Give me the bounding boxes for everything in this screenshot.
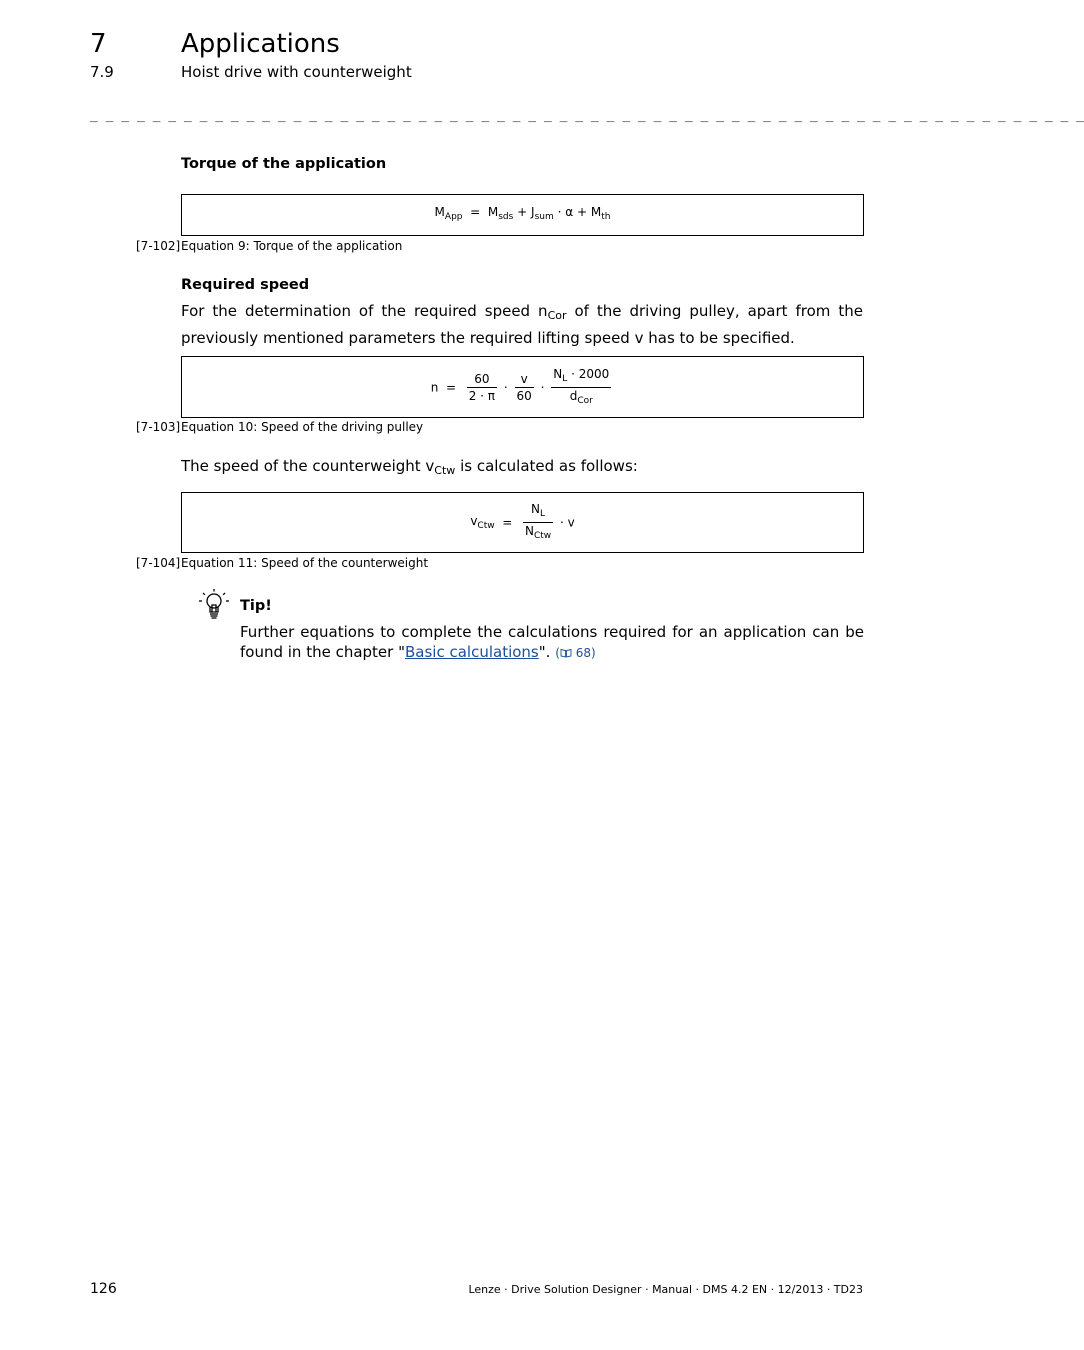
book-icon xyxy=(560,648,572,658)
fraction-60-over-2pi: $\frac{60}{2 \cdot \pi}$ xyxy=(468,372,496,403)
speed-heading: Required speed xyxy=(181,277,310,293)
basic-calculations-link[interactable]: Basic calculations xyxy=(405,643,539,661)
speed-caption-text: Equation 10: Speed of the driving pulley xyxy=(181,420,424,434)
section-number: 7.9 xyxy=(90,63,114,81)
torque-equation: $M_{App} = M_{sds} + J_{sum} \cdot \alpha + M_{th}$ xyxy=(434,205,611,222)
counterweight-caption-text: Equation 11: Speed of the counterweight xyxy=(181,556,429,570)
counterweight-equation-box xyxy=(181,492,864,553)
fraction-v-over-60: $\frac{v}{60}$ xyxy=(516,372,532,403)
speed-paragraph: For the determination of the required speed $n_{Cor}$ of the driving pulley, apart from the previously mentioned parameters the required lifting speed v has to be specified. xyxy=(181,302,863,347)
page-number: 126 xyxy=(90,1281,117,1297)
page-reference-link[interactable]: ( 68) xyxy=(555,646,596,660)
tip-text: Further equations to complete the calculations required for an application can be found in the chapter "Basic calculations". ( 68) xyxy=(240,623,864,661)
counterweight-caption-number: [7-104] xyxy=(136,556,181,570)
chapter-title: Applications xyxy=(181,29,340,59)
torque-equation-box xyxy=(181,194,864,236)
section-title: Hoist drive with counterweight xyxy=(181,63,412,81)
torque-heading: Torque of the application xyxy=(181,156,387,172)
fraction-nl-over-dcor: $\frac{N_L \cdot 2000}{d_{Cor}}$ xyxy=(553,367,610,406)
tip-label: Tip! xyxy=(240,598,272,614)
footer-doc-info: Lenze · Drive Solution Designer · Manual · DMS 4.2 EN · 12/2013 · TD23 xyxy=(468,1283,863,1296)
speed-equation-box xyxy=(181,356,864,418)
counterweight-paragraph: The speed of the counterweight $v_{Ctw}$ is calculated as follows: xyxy=(181,457,638,477)
torque-caption-number: [7-102] xyxy=(136,239,181,253)
speed-equation: n = $\frac{60}{2 \cdot \pi}$ · $\frac{v}{60}$ · $\frac{N_L \cdot 2000}{d_{Cor}}$ xyxy=(430,367,610,406)
speed-caption-number: [7-103] xyxy=(136,420,181,434)
torque-caption-text: Equation 9: Torque of the application xyxy=(181,239,403,253)
fraction-nl-over-nctw: $\frac{N_L}{N_{Ctw}}$ xyxy=(524,502,552,541)
lightbulb-icon xyxy=(197,588,231,622)
header-dashed-rule: _ _ _ _ _ _ _ _ _ _ _ _ _ _ _ _ _ _ _ _ _ _ _ _ _ _ _ _ _ _ _ _ _ _ _ _ _ _ _ _ _ _ _ _ _ _ _ _ _ _ _ _ _ _ _ _ _ _ _ _ _ _ _ _ xyxy=(90,108,1084,123)
chapter-number: 7 xyxy=(90,29,107,59)
counterweight-equation: $v_{Ctw}$ = $\frac{N_L}{N_{Ctw}}$ · v xyxy=(470,502,575,541)
